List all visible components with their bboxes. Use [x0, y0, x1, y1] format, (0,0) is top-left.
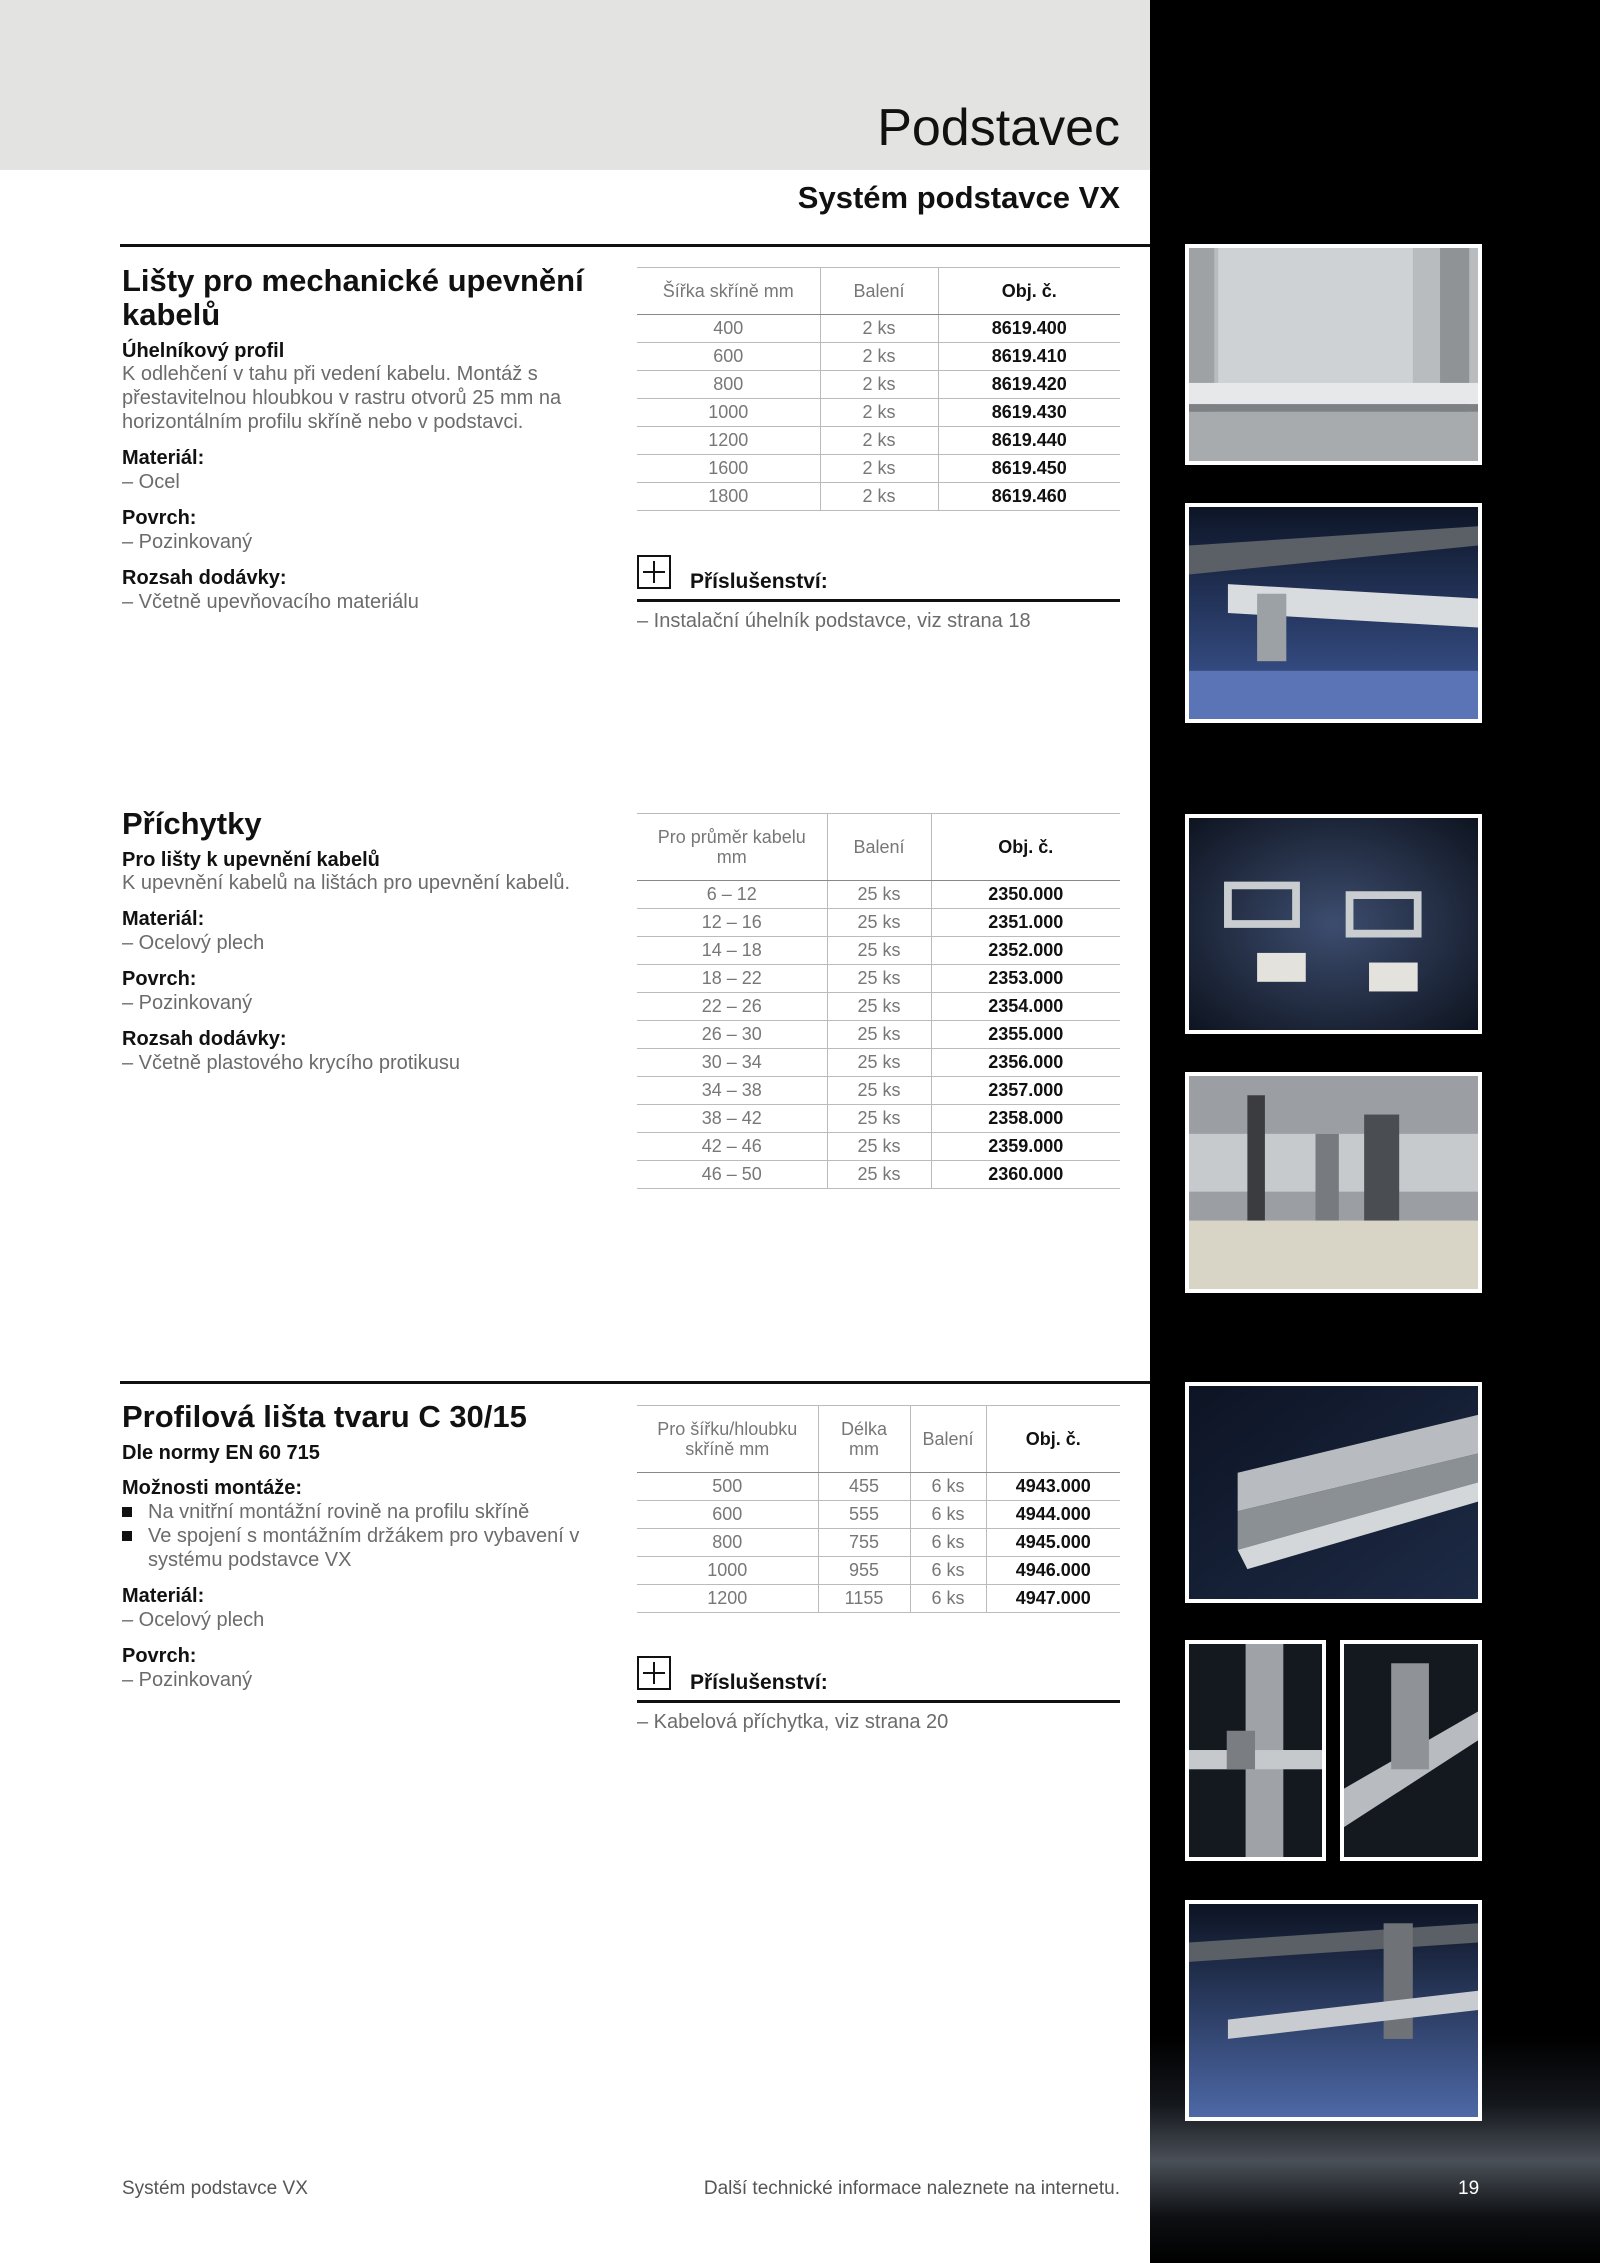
column-header: Obj. č.	[931, 814, 1120, 881]
table-row	[637, 909, 1120, 937]
delivery-label: Rozsah dodávky:	[122, 1028, 287, 1050]
column-header: Šířka skříně mm	[637, 268, 820, 315]
section-description: K odlehčení v tahu při vedení kabelu. Montáž s přestavitelnou hloubkou v rastru otvorů 25 mm na horizontálním profilu skříně nebo v podstavci.	[122, 363, 562, 433]
column-header: Balení	[910, 1406, 986, 1473]
spec-table-cable-rails	[637, 267, 1120, 511]
table-cell: 25 ks	[827, 965, 931, 993]
table-cell: 6 – 12	[637, 881, 827, 909]
footer-left: Systém podstavce VX	[122, 2178, 308, 2199]
section-c-rail	[122, 1400, 612, 1692]
table-row	[637, 399, 1120, 427]
table-cell: 600	[637, 343, 820, 371]
order-number-cell: 8619.460	[938, 483, 1120, 511]
order-number-cell: 4947.000	[986, 1585, 1120, 1613]
order-number-cell: 2353.000	[931, 965, 1120, 993]
order-number-cell: 2351.000	[931, 909, 1120, 937]
section-subtitle: Pro lišty k upevnění kabelů	[122, 849, 380, 871]
accessories-header	[637, 555, 1120, 602]
table-row	[637, 315, 1120, 343]
table-row	[637, 1049, 1120, 1077]
table-cell: 25 ks	[827, 1049, 931, 1077]
order-number-cell: 4945.000	[986, 1529, 1120, 1557]
table-cell: 22 – 26	[637, 993, 827, 1021]
section-divider	[120, 1381, 1150, 1384]
table-cell: 6 ks	[910, 1557, 986, 1585]
section-title: Příchytky	[122, 806, 262, 841]
table-cell: 25 ks	[827, 881, 931, 909]
order-number-cell: 2355.000	[931, 1021, 1120, 1049]
page-title: Podstavec	[877, 99, 1120, 157]
photo-rail-holder-1	[1185, 1640, 1326, 1861]
table-cell: 2 ks	[820, 483, 938, 511]
material-value: – Ocel	[122, 471, 180, 493]
column-header: Obj. č.	[938, 268, 1120, 315]
mounting-label: Možnosti montáže:	[122, 1477, 302, 1499]
section-cable-clamps	[122, 807, 612, 1075]
order-number-cell: 2350.000	[931, 881, 1120, 909]
order-number-cell: 8619.410	[938, 343, 1120, 371]
material-label: Materiál:	[122, 1585, 205, 1607]
table-cell: 6 ks	[910, 1585, 986, 1613]
table-cell: 1200	[637, 427, 820, 455]
table-cell: 1800	[637, 483, 820, 511]
photo-rail-holder-2	[1340, 1640, 1482, 1861]
order-number-cell: 8619.420	[938, 371, 1120, 399]
table-cell: 25 ks	[827, 909, 931, 937]
order-number-cell: 2352.000	[931, 937, 1120, 965]
column-header: Pro šířku/hloubku skříně mm	[637, 1406, 818, 1473]
table-cell: 6 ks	[910, 1501, 986, 1529]
order-number-cell: 4943.000	[986, 1473, 1120, 1501]
table-cell: 30 – 34	[637, 1049, 827, 1077]
delivery-label: Rozsah dodávky:	[122, 567, 287, 589]
table-cell: 500	[637, 1473, 818, 1501]
table-cell: 25 ks	[827, 1077, 931, 1105]
photo-cable-clamps	[1185, 814, 1482, 1034]
surface-label: Povrch:	[122, 507, 197, 529]
section-cable-rails	[122, 264, 612, 614]
page-number: 19	[1458, 2178, 1480, 2199]
photo-clamps-installed	[1185, 1072, 1482, 1293]
order-number-cell: 8619.400	[938, 315, 1120, 343]
footer-internet-note: Další technické informace naleznete na internetu.	[703, 2178, 1120, 2199]
material-label: Materiál:	[122, 908, 205, 930]
table-cell: 25 ks	[827, 937, 931, 965]
accessories-header	[637, 1656, 1120, 1703]
table-cell: 42 – 46	[637, 1133, 827, 1161]
table-cell: 955	[818, 1557, 910, 1585]
table-cell: 2 ks	[820, 455, 938, 483]
table-row	[637, 371, 1120, 399]
plus-icon	[637, 1656, 671, 1690]
delivery-value: – Včetně plastového krycího protikusu	[122, 1052, 460, 1074]
table-cell: 1000	[637, 1557, 818, 1585]
table-cell: 38 – 42	[637, 1105, 827, 1133]
table-row	[637, 427, 1120, 455]
table-cell: 6 ks	[910, 1529, 986, 1557]
accessories-block	[637, 555, 1120, 633]
table-row	[637, 483, 1120, 511]
table-row	[637, 881, 1120, 909]
table-cell: 2 ks	[820, 399, 938, 427]
table-row	[637, 1473, 1120, 1501]
table-row	[637, 1501, 1120, 1529]
table-cell: 25 ks	[827, 1161, 931, 1189]
table-cell: 12 – 16	[637, 909, 827, 937]
surface-value: – Pozinkovaný	[122, 531, 253, 553]
column-header: Délka mm	[818, 1406, 910, 1473]
table-cell: 1155	[818, 1585, 910, 1613]
table-cell: 2 ks	[820, 343, 938, 371]
material-value: – Ocelový plech	[122, 932, 265, 954]
order-number-cell: 2359.000	[931, 1133, 1120, 1161]
order-number-cell: 4946.000	[986, 1557, 1120, 1585]
mounting-list	[122, 1500, 612, 1572]
surface-label: Povrch:	[122, 968, 197, 990]
table-cell: 555	[818, 1501, 910, 1529]
table-cell: 755	[818, 1529, 910, 1557]
order-number-cell: 8619.430	[938, 399, 1120, 427]
order-number-cell: 2360.000	[931, 1161, 1120, 1189]
table-cell: 800	[637, 1529, 818, 1557]
page-subtitle: Systém podstavce VX	[797, 180, 1120, 215]
accessories-label: Příslušenství:	[690, 1671, 828, 1694]
table-cell: 14 – 18	[637, 937, 827, 965]
section-title: Lišty pro mechanické upevnění kabelů	[122, 263, 584, 332]
section-subtitle: Dle normy EN 60 715	[122, 1442, 320, 1464]
surface-label: Povrch:	[122, 1645, 197, 1667]
table-cell: 25 ks	[827, 1105, 931, 1133]
order-number-cell: 4944.000	[986, 1501, 1120, 1529]
material-value: – Ocelový plech	[122, 1609, 265, 1631]
order-number-cell: 2358.000	[931, 1105, 1120, 1133]
table-cell: 26 – 30	[637, 1021, 827, 1049]
surface-value: – Pozinkovaný	[122, 1669, 253, 1691]
order-number-cell: 2356.000	[931, 1049, 1120, 1077]
table-row	[637, 455, 1120, 483]
order-number-cell: 8619.440	[938, 427, 1120, 455]
mounting-item: Na vnitřní montážní rovině na profilu skříně	[122, 1500, 612, 1524]
spec-table-c-rail	[637, 1405, 1120, 1613]
table-cell: 25 ks	[827, 993, 931, 1021]
table-cell: 6 ks	[910, 1473, 986, 1501]
table-row	[637, 1161, 1120, 1189]
table-row	[637, 1133, 1120, 1161]
accessory-item: – Instalační úhelník podstavce, viz strana 18	[637, 610, 1031, 632]
photo-rail-mounted	[1185, 503, 1482, 723]
table-row	[637, 1021, 1120, 1049]
table-cell: 800	[637, 371, 820, 399]
spec-table-cable-clamps	[637, 813, 1120, 1189]
plus-icon	[637, 555, 671, 589]
delivery-value: – Včetně upevňovacího materiálu	[122, 591, 419, 613]
column-header: Pro průměr kabelu mm	[637, 814, 827, 881]
table-cell: 2 ks	[820, 371, 938, 399]
table-cell: 400	[637, 315, 820, 343]
table-cell: 1000	[637, 399, 820, 427]
section-divider	[120, 244, 1150, 247]
section-description: K upevnění kabelů na lištách pro upevnění kabelů.	[122, 872, 571, 894]
column-header: Balení	[827, 814, 931, 881]
table-cell: 46 – 50	[637, 1161, 827, 1189]
order-number-cell: 2354.000	[931, 993, 1120, 1021]
photo-rail-in-base	[1185, 1900, 1482, 2121]
table-cell: 455	[818, 1473, 910, 1501]
surface-value: – Pozinkovaný	[122, 992, 253, 1014]
column-header: Obj. č.	[986, 1406, 1120, 1473]
order-number-cell: 2357.000	[931, 1077, 1120, 1105]
table-row	[637, 937, 1120, 965]
section-title: Profilová lišta tvaru C 30/15	[122, 1399, 527, 1434]
table-row	[637, 1077, 1120, 1105]
table-row	[637, 965, 1120, 993]
section-subtitle: Úhelníkový profil	[122, 340, 285, 362]
accessories-label: Příslušenství:	[690, 570, 828, 593]
accessories-block	[637, 1656, 1120, 1734]
mounting-item: Ve spojení s montážním držákem pro vybavení v systému podstavce VX	[122, 1524, 612, 1572]
table-cell: 18 – 22	[637, 965, 827, 993]
table-cell: 1600	[637, 455, 820, 483]
photo-cabinet-rail	[1185, 244, 1482, 465]
table-cell: 25 ks	[827, 1021, 931, 1049]
table-cell: 1200	[637, 1585, 818, 1613]
table-cell: 34 – 38	[637, 1077, 827, 1105]
table-cell: 2 ks	[820, 427, 938, 455]
table-row	[637, 1529, 1120, 1557]
order-number-cell: 8619.450	[938, 455, 1120, 483]
column-header: Balení	[820, 268, 938, 315]
table-row	[637, 1557, 1120, 1585]
table-row	[637, 1105, 1120, 1133]
table-row	[637, 343, 1120, 371]
table-cell: 600	[637, 1501, 818, 1529]
table-row	[637, 1585, 1120, 1613]
material-label: Materiál:	[122, 447, 205, 469]
table-row	[637, 993, 1120, 1021]
photo-c-rail	[1185, 1382, 1482, 1603]
table-cell: 2 ks	[820, 315, 938, 343]
table-cell: 25 ks	[827, 1133, 931, 1161]
accessory-item: – Kabelová příchytka, viz strana 20	[637, 1711, 949, 1733]
